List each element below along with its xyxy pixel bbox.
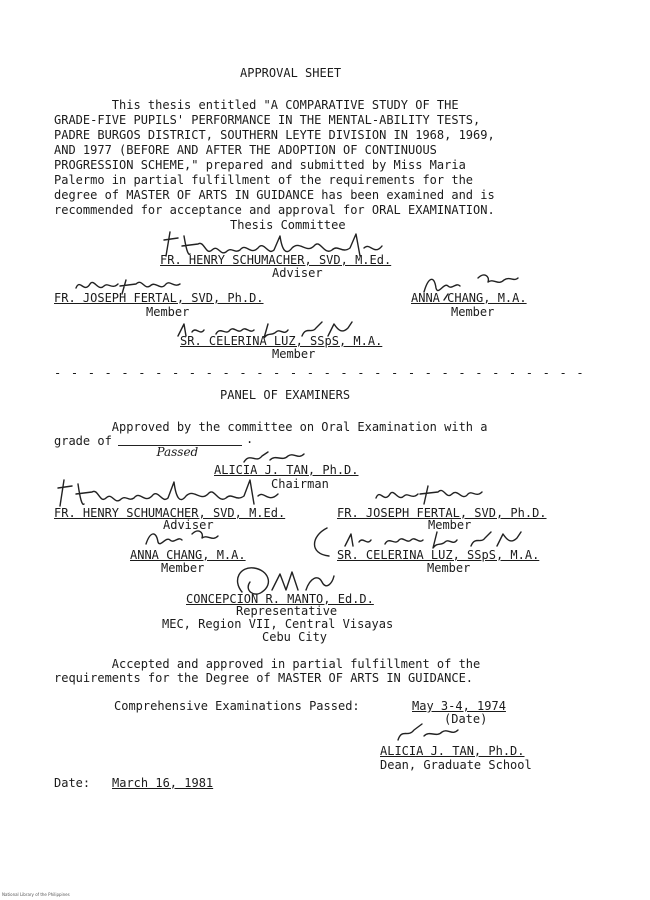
- panel-chairman-name: ALICIA J. TAN, Ph.D.: [214, 463, 359, 477]
- intro-line: This thesis entitled "A COMPARATIVE STUDY OF THE: [54, 98, 459, 112]
- panel-adviser-role: Adviser: [163, 518, 214, 532]
- panel-member3-role: Member: [427, 561, 471, 575]
- comprehensive-label: Comprehensive Examinations Passed:: [114, 699, 360, 713]
- date-label: Date:: [54, 776, 91, 790]
- panel-member3-name: SR. CELERINA LUZ, SSpS, M.A.: [337, 548, 540, 562]
- panel-approval-line: Approved by the committee on Oral Examination with a: [54, 420, 488, 434]
- panel-rep-office: MEC, Region VII, Central Visayas: [162, 617, 394, 631]
- committee-member3-role: Member: [272, 347, 316, 361]
- acceptance-line: requirements for the Degree of MASTER OF ARTS IN GUIDANCE.: [54, 671, 474, 685]
- intro-line: GRADE-FIVE PUPILS' PERFORMANCE IN THE MENTAL-ABILITY TESTS,: [54, 113, 481, 127]
- section-divider: - - - - - - - - - - - - - - - - - - - - - - - - - - - - - - - -: [54, 366, 585, 380]
- panel-member1-role: Member: [428, 518, 472, 532]
- panel-member2-role: Member: [161, 561, 205, 575]
- committee-member1-role: Member: [146, 305, 190, 319]
- date-value: March 16, 1981: [112, 776, 214, 790]
- comprehensive-date: May 3-4, 1974: [412, 699, 506, 713]
- page-title: APPROVAL SHEET: [240, 66, 342, 80]
- committee-member3-name: SR. CELERINA LUZ, SSpS, M.A.: [180, 334, 383, 348]
- panel-rep-city: Cebu City: [262, 630, 328, 644]
- grade-field: [118, 430, 242, 459]
- panel-adviser-name: FR. HENRY SCHUMACHER, SVD, M.Ed.: [54, 506, 286, 520]
- dean-title: Dean, Graduate School: [380, 758, 532, 772]
- dean-name: ALICIA J. TAN, Ph.D.: [380, 744, 525, 758]
- grade-period: .: [246, 432, 254, 446]
- intro-line: recommended for acceptance and approval for ORAL EXAMINATION.: [54, 203, 495, 217]
- committee-adviser-role: Adviser: [272, 266, 323, 280]
- committee-adviser-name: FR. HENRY SCHUMACHER, SVD, M.Ed.: [160, 253, 392, 267]
- panel-member1-name: FR. JOSEPH FERTAL, SVD, Ph.D.: [337, 506, 547, 520]
- grade-value: Passed: [156, 445, 199, 459]
- intro-line: degree of MASTER OF ARTS IN GUIDANCE has been examined and is: [54, 188, 495, 202]
- intro-line: AND 1977 (BEFORE AND AFTER THE ADOPTION OF CONTINUOUS: [54, 143, 437, 157]
- intro-line: PROGRESSION SCHEME," prepared and submitted by Miss Maria: [54, 158, 466, 172]
- committee-member1-name: FR. JOSEPH FERTAL, SVD, Ph.D.: [54, 291, 264, 305]
- panel-heading: PANEL OF EXAMINERS: [220, 388, 351, 402]
- comprehensive-date-caption: (Date): [444, 712, 488, 726]
- acceptance-line: Accepted and approved in partial fulfillment of the: [54, 657, 481, 671]
- committee-heading: Thesis Committee: [230, 218, 346, 232]
- grade-label: grade of: [54, 434, 112, 448]
- footer-text: National Library of the Philippines: [2, 892, 70, 897]
- committee-member2-name: ANNA CHANG, M.A.: [411, 291, 527, 305]
- panel-member2-name: ANNA CHANG, M.A.: [130, 548, 246, 562]
- committee-member2-role: Member: [451, 305, 495, 319]
- panel-rep-role: Representative: [236, 604, 338, 618]
- intro-line: PADRE BURGOS DISTRICT, SOUTHERN LEYTE DIVISION IN 1968, 1969,: [54, 128, 495, 142]
- signature-fertal-panel: [370, 482, 500, 508]
- panel-chairman-role: Chairman: [271, 477, 329, 491]
- panel-rep-name: CONCEPCION R. MANTO, Ed.D.: [186, 592, 374, 606]
- intro-line: Palermo in partial fulfillment of the requirements for the: [54, 173, 474, 187]
